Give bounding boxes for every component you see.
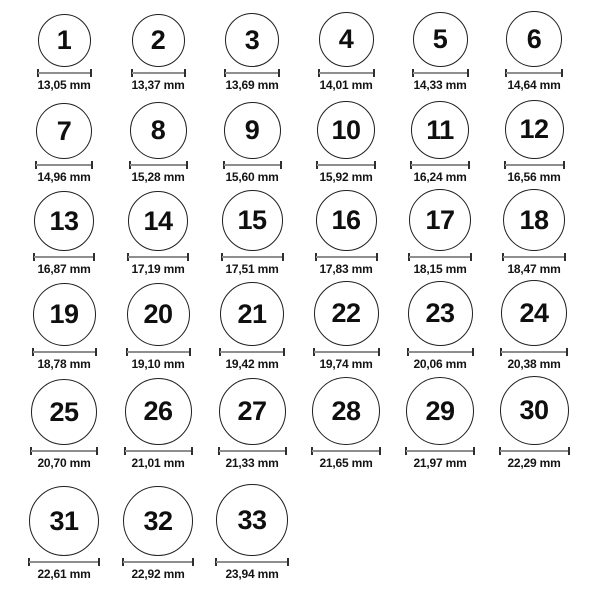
diameter-label: 13,69 mm	[225, 78, 279, 92]
ring-circle	[219, 378, 286, 445]
diameter-dimension-line	[124, 447, 193, 455]
dimension-bar	[125, 450, 192, 452]
ring-size-number: 12	[519, 114, 549, 144]
dimension-bar	[411, 164, 469, 166]
ring-circle	[501, 280, 567, 346]
diameter-dimension-line	[218, 447, 287, 455]
ring-size-item	[487, 189, 581, 275]
diameter-label: 16,87 mm	[37, 262, 91, 276]
ring-circle	[500, 376, 569, 445]
diameter-dimension-line	[500, 348, 568, 356]
dimension-bar	[505, 164, 564, 166]
ring-circle	[123, 486, 193, 556]
diameter-label: 23,94 mm	[225, 567, 279, 581]
ring-size-number: 7	[56, 115, 72, 146]
ring-circle	[316, 190, 377, 251]
diameter-dimension-line	[408, 253, 472, 261]
diameter-dimension-line	[131, 69, 186, 77]
diameter-label: 18,78 mm	[37, 357, 91, 371]
diameter-label: 20,70 mm	[37, 456, 91, 470]
ring-size-item	[487, 280, 581, 370]
dimension-bar	[408, 351, 473, 353]
ring-size-number: 21	[237, 298, 267, 329]
diameter-dimension-line	[129, 161, 188, 169]
ring-size-number: 9	[244, 115, 260, 145]
ring-circle	[127, 283, 190, 346]
diameter-label: 21,65 mm	[319, 456, 373, 470]
ring-size-item	[205, 378, 299, 469]
ring-size-item	[111, 283, 205, 370]
diameter-dimension-line	[318, 69, 375, 77]
ring-circle	[125, 378, 192, 445]
dimension-bar	[220, 351, 284, 353]
dimension-bar	[409, 256, 471, 258]
ring-size-number: 2	[150, 25, 166, 55]
ring-size-item	[111, 378, 205, 469]
diameter-dimension-line	[505, 69, 563, 77]
diameter-label: 18,15 mm	[413, 262, 467, 276]
ring-circle	[408, 281, 473, 346]
ring-size-item	[393, 281, 487, 370]
chart-row	[0, 473, 600, 600]
diameter-label: 14,01 mm	[319, 78, 373, 92]
ring-circle	[220, 282, 284, 346]
diameter-dimension-line	[28, 558, 100, 566]
ring-size-number: 31	[49, 505, 79, 536]
dimension-bar	[216, 561, 288, 563]
diameter-label: 22,61 mm	[37, 567, 91, 581]
dimension-bar	[123, 561, 193, 563]
diameter-label: 21,01 mm	[131, 456, 185, 470]
ring-size-number: 25	[49, 396, 79, 427]
diameter-label: 19,10 mm	[131, 357, 185, 371]
dimension-bar	[224, 164, 281, 166]
ring-size-number: 16	[331, 205, 361, 235]
ring-size-number: 30	[519, 395, 549, 425]
dimension-bar	[33, 351, 96, 353]
dimension-bar	[225, 72, 279, 74]
diameter-label: 14,64 mm	[507, 78, 561, 92]
ring-size-item	[111, 191, 205, 275]
ring-circle	[29, 486, 99, 556]
ring-size-number: 4	[338, 24, 354, 54]
ring-size-number: 29	[425, 395, 455, 426]
dimension-bar	[501, 351, 567, 353]
diameter-dimension-line	[221, 253, 284, 261]
ring-size-number: 33	[237, 504, 267, 535]
chart-row	[0, 279, 600, 374]
diameter-dimension-line	[313, 348, 380, 356]
ring-size-number: 15	[237, 205, 267, 235]
ring-size-number: 27	[237, 396, 267, 426]
dimension-bar	[317, 164, 375, 166]
diameter-label: 15,60 mm	[225, 170, 279, 184]
dimension-bar	[500, 450, 569, 452]
ring-size-number: 26	[143, 396, 173, 426]
ring-size-item	[487, 100, 581, 183]
diameter-dimension-line	[502, 253, 566, 261]
ring-size-item	[111, 14, 205, 91]
diameter-dimension-line	[224, 69, 280, 77]
ring-circle	[132, 14, 185, 67]
dimension-bar	[314, 351, 379, 353]
dimension-bar	[316, 256, 377, 258]
diameter-label: 15,28 mm	[131, 170, 185, 184]
diameter-dimension-line	[223, 161, 282, 169]
diameter-label: 15,92 mm	[319, 170, 373, 184]
ring-size-item	[487, 11, 581, 91]
diameter-dimension-line	[499, 447, 570, 455]
diameter-label: 14,96 mm	[37, 170, 91, 184]
ring-size-number: 13	[49, 205, 79, 236]
ring-circle	[216, 484, 288, 556]
diameter-dimension-line	[412, 69, 469, 77]
dimension-bar	[36, 164, 92, 166]
dimension-bar	[38, 72, 91, 74]
diameter-dimension-line	[126, 348, 191, 356]
ring-size-item	[299, 101, 393, 183]
ring-size-item	[393, 12, 487, 91]
ring-size-item	[17, 14, 111, 91]
ring-circle	[413, 12, 468, 67]
ring-size-number: 18	[519, 204, 549, 235]
ring-circle	[222, 190, 283, 251]
chart-row	[0, 0, 600, 95]
dimension-bar	[222, 256, 283, 258]
ring-size-item	[299, 281, 393, 370]
ring-circle	[319, 12, 374, 67]
ring-circle	[33, 283, 96, 346]
diameter-dimension-line	[35, 161, 93, 169]
ring-circle	[503, 189, 565, 251]
ring-size-item	[17, 191, 111, 275]
ring-size-number: 5	[432, 24, 448, 54]
ring-size-number: 17	[425, 204, 455, 235]
dimension-bar	[219, 450, 286, 452]
diameter-dimension-line	[32, 348, 97, 356]
ring-size-number: 23	[425, 298, 455, 328]
dimension-bar	[29, 561, 99, 563]
dimension-bar	[319, 72, 374, 74]
ring-size-item	[205, 102, 299, 183]
diameter-label: 14,33 mm	[413, 78, 467, 92]
ring-size-item	[299, 377, 393, 469]
ring-size-item	[17, 379, 111, 469]
ring-size-item	[111, 486, 205, 580]
dimension-bar	[132, 72, 185, 74]
ring-circle	[506, 11, 562, 67]
diameter-label: 17,19 mm	[131, 262, 185, 276]
ring-circle	[314, 281, 379, 346]
diameter-label: 20,38 mm	[507, 357, 561, 371]
diameter-label: 16,24 mm	[413, 170, 467, 184]
diameter-label: 18,47 mm	[507, 262, 561, 276]
ring-size-item	[205, 484, 299, 580]
diameter-dimension-line	[33, 253, 95, 261]
dimension-bar	[312, 450, 380, 452]
ring-circle	[31, 379, 97, 445]
diameter-dimension-line	[405, 447, 475, 455]
diameter-dimension-line	[315, 253, 378, 261]
diameter-label: 17,51 mm	[225, 262, 279, 276]
ring-size-item	[205, 190, 299, 275]
diameter-label: 22,29 mm	[507, 456, 561, 470]
ring-size-number: 32	[143, 505, 173, 536]
dimension-bar	[31, 450, 97, 452]
ring-size-item	[17, 103, 111, 183]
ring-circle	[409, 189, 471, 251]
dimension-bar	[503, 256, 565, 258]
ring-size-item	[299, 190, 393, 275]
ring-size-item	[299, 12, 393, 91]
chart-row	[0, 95, 600, 187]
ring-circle	[406, 377, 474, 445]
diameter-dimension-line	[30, 447, 98, 455]
ring-size-item	[205, 282, 299, 370]
ring-size-number: 6	[526, 23, 542, 54]
ring-size-number: 1	[56, 25, 72, 55]
ring-size-number: 28	[331, 395, 361, 426]
ring-size-item	[487, 376, 581, 469]
dimension-bar	[506, 72, 562, 74]
ring-circle	[312, 377, 380, 445]
diameter-label: 21,33 mm	[225, 456, 279, 470]
diameter-dimension-line	[37, 69, 92, 77]
diameter-label: 19,74 mm	[319, 357, 373, 371]
dimension-bar	[413, 72, 468, 74]
ring-circle	[225, 13, 279, 67]
diameter-dimension-line	[122, 558, 194, 566]
ring-circle	[38, 14, 91, 67]
diameter-label: 13,05 mm	[37, 78, 91, 92]
dimension-bar	[130, 164, 187, 166]
dimension-bar	[128, 256, 188, 258]
ring-size-number: 8	[150, 115, 166, 145]
diameter-dimension-line	[215, 558, 289, 566]
ring-size-item	[17, 283, 111, 370]
chart-row	[0, 374, 600, 473]
diameter-label: 16,56 mm	[507, 170, 561, 184]
ring-size-item	[111, 102, 205, 183]
ring-circle	[411, 101, 469, 159]
diameter-dimension-line	[316, 161, 376, 169]
diameter-dimension-line	[504, 161, 565, 169]
ring-size-item	[393, 189, 487, 275]
dimension-bar	[34, 256, 94, 258]
ring-size-number: 10	[331, 114, 361, 145]
diameter-label: 17,83 mm	[319, 262, 373, 276]
ring-size-item	[393, 377, 487, 469]
diameter-dimension-line	[311, 447, 381, 455]
ring-size-number: 19	[49, 299, 79, 329]
ring-circle	[128, 191, 188, 251]
dimension-bar	[127, 351, 190, 353]
chart-row	[0, 187, 600, 279]
ring-circle	[130, 102, 187, 159]
ring-size-number: 3	[244, 24, 260, 55]
ring-circle	[34, 191, 94, 251]
diameter-label: 19,42 mm	[225, 357, 279, 371]
dimension-bar	[406, 450, 474, 452]
diameter-dimension-line	[219, 348, 285, 356]
diameter-dimension-line	[410, 161, 470, 169]
diameter-dimension-line	[127, 253, 189, 261]
ring-size-item	[205, 13, 299, 91]
diameter-label: 20,06 mm	[413, 357, 467, 371]
ring-circle	[36, 103, 92, 159]
ring-size-item	[17, 486, 111, 580]
ring-circle	[224, 102, 281, 159]
ring-size-number: 14	[143, 205, 173, 236]
ring-size-item	[393, 101, 487, 183]
ring-size-number: 22	[331, 298, 361, 328]
ring-circle	[505, 100, 564, 159]
ring-size-number: 20	[143, 299, 173, 329]
diameter-label: 13,37 mm	[131, 78, 185, 92]
diameter-dimension-line	[407, 348, 474, 356]
diameter-label: 21,97 mm	[413, 456, 467, 470]
diameter-label: 22,92 mm	[131, 567, 185, 581]
ring-size-number: 24	[519, 297, 549, 328]
ring-size-number: 11	[426, 114, 454, 145]
ring-circle	[317, 101, 375, 159]
